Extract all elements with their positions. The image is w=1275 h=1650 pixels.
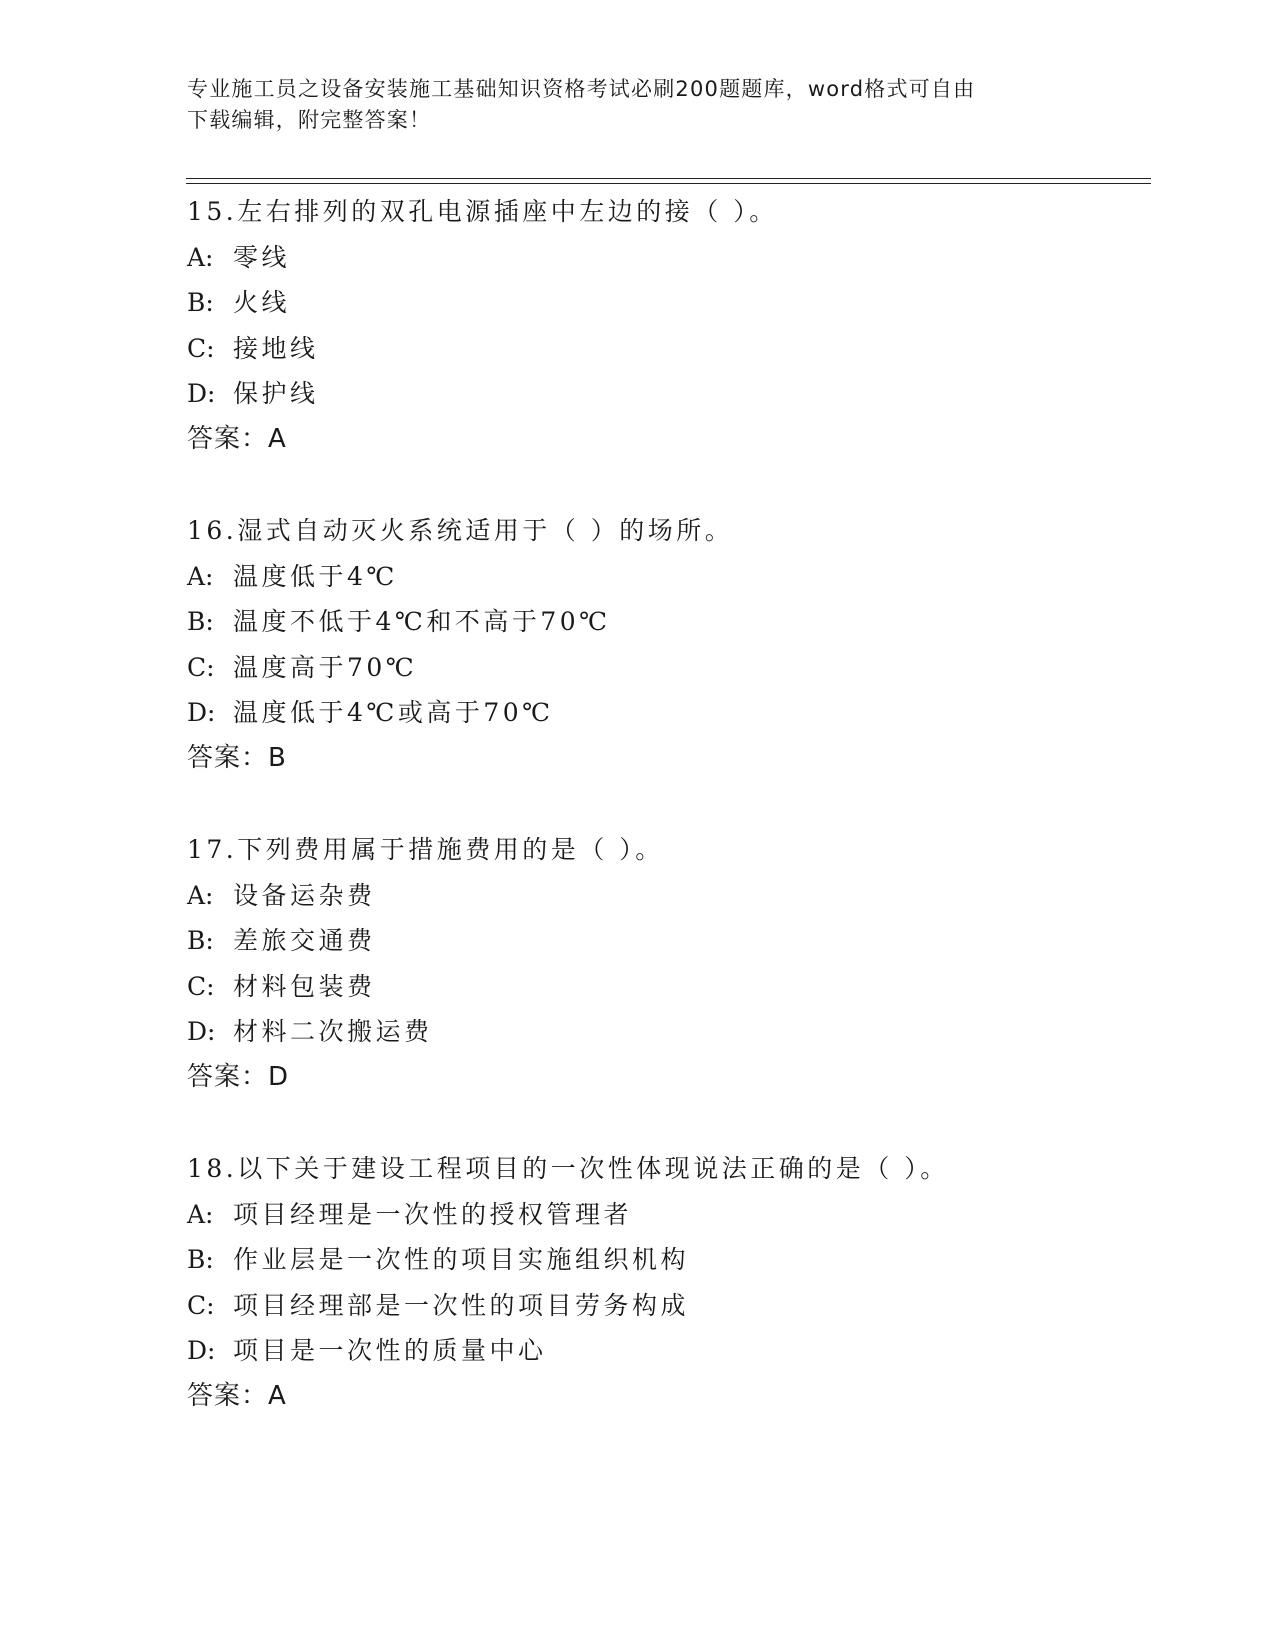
option-letter: A: [187,242,214,272]
option-text: 保护线 [233,379,319,409]
option-text: 温度低于4℃ [233,561,398,591]
answer-line: 答案：A [187,1380,287,1411]
answer-line: 答案：B [187,742,287,773]
option-letter: B: [187,1245,214,1275]
option-b [187,599,1147,645]
option-text: 材料包装费 [233,971,376,1001]
option-letter: A: [187,561,214,591]
option-text: 设备运杂费 [233,880,376,910]
option-letter: C: [187,652,215,682]
header-line-2: 下载编辑，附完整答案！ [187,108,432,132]
option-letter: B: [187,607,214,637]
option-d [187,1009,1147,1055]
option-a [187,554,1147,600]
question-title: 18.以下关于建设工程项目的一次性体现说法正确的是（ ）。 [187,1154,949,1183]
option-letter: D: [187,1336,216,1366]
option-text: 接地线 [233,333,319,363]
option-letter: D: [187,698,216,728]
question-title: 17.下列费用属于措施费用的是（ ）。 [187,835,664,864]
option-letter: B: [187,926,214,956]
option-text: 零线 [233,242,291,272]
option-text: 温度低于4℃或高于70℃ [233,698,554,728]
option-text: 温度高于70℃ [233,652,418,682]
question-18 [187,1146,1147,1420]
option-text: 差旅交通费 [233,926,376,956]
option-letter: C: [187,1290,215,1320]
option-letter: A: [187,1199,214,1229]
header-divider-bottom [186,183,1151,184]
option-d [187,1328,1147,1374]
question-16 [187,508,1147,782]
question-title: 15.左右排列的双孔电源插座中左边的接（ ）。 [187,197,778,226]
option-text: 火线 [233,288,291,318]
option-text: 项目经理部是一次性的项目劳务构成 [233,1290,690,1320]
option-b [187,918,1147,964]
option-d [187,371,1147,417]
document-header [187,74,1067,136]
option-text: 项目是一次性的质量中心 [233,1336,547,1366]
option-letter: D: [187,379,216,409]
answer-line: 答案：A [187,423,287,454]
option-letter: A: [187,880,214,910]
option-c [187,1283,1147,1329]
option-b [187,1237,1147,1283]
header-divider-top [186,178,1151,179]
option-a [187,1192,1147,1238]
answer-line: 答案：D [187,1061,290,1092]
question-15 [187,189,1147,463]
option-c [187,326,1147,372]
option-c [187,964,1147,1010]
option-letter: D: [187,1017,216,1047]
question-title: 16.湿式自动灭火系统适用于（ ）的场所。 [187,516,734,545]
option-letter: C: [187,971,215,1001]
option-text: 项目经理是一次性的授权管理者 [233,1199,633,1229]
option-text: 温度不低于4℃和不高于70℃ [233,607,611,637]
option-b [187,280,1147,326]
question-17 [187,827,1147,1101]
header-line-1: 专业施工员之设备安装施工基础知识资格考试必刷200题题库，word格式可自由 [187,77,976,101]
option-a [187,235,1147,281]
option-a [187,873,1147,919]
option-c [187,645,1147,691]
option-letter: B: [187,288,214,318]
option-text: 材料二次搬运费 [233,1017,433,1047]
option-letter: C: [187,333,215,363]
option-text: 作业层是一次性的项目实施组织机构 [233,1245,690,1275]
option-d [187,690,1147,736]
